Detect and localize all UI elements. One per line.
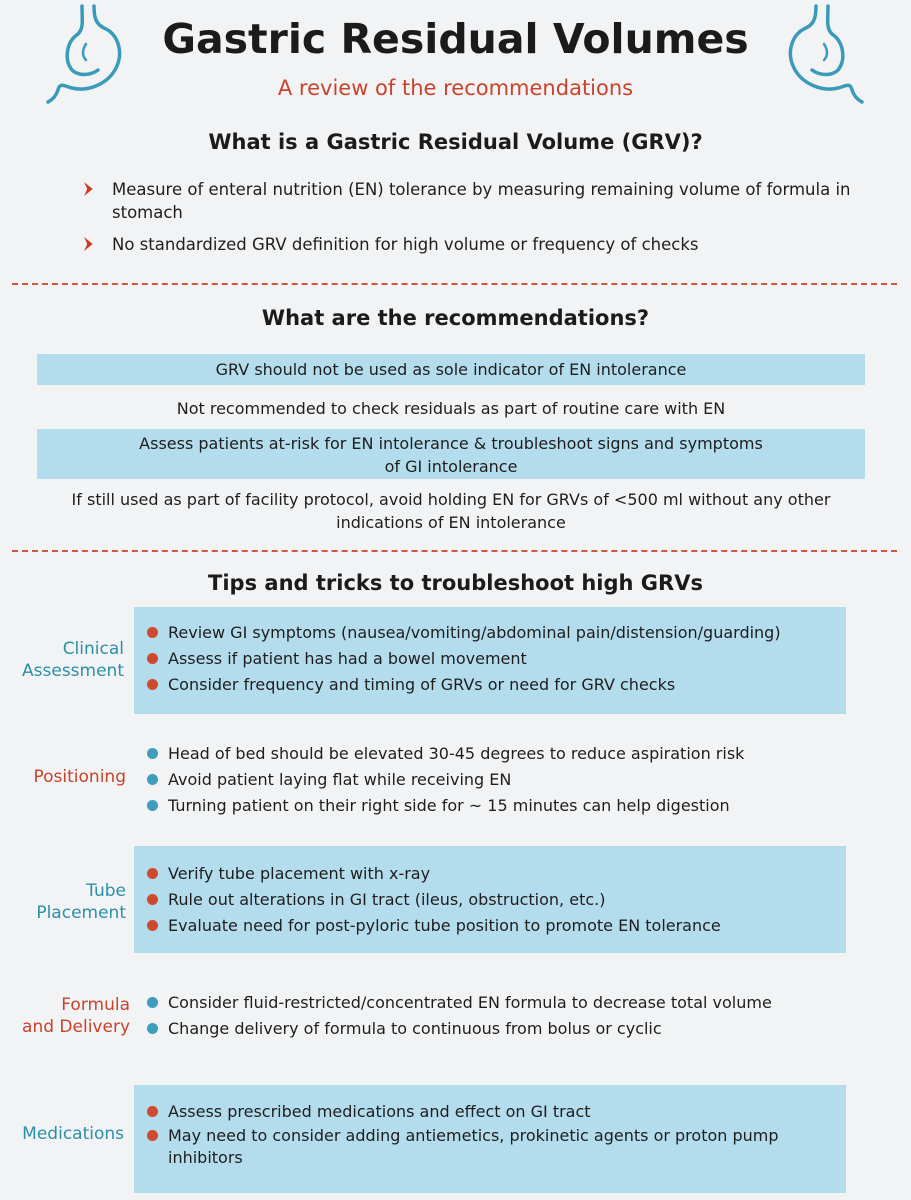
tip-item: Head of bed should be elevated 30-45 degrees to reduce aspiration risk: [147, 743, 744, 765]
tip-item: Consider frequency and timing of GRVs or need for GRV checks: [147, 674, 675, 696]
what-is-bullet: [80, 233, 860, 256]
bullet-dot-icon: [147, 627, 158, 638]
recommendation-item: Assess patients at-risk for EN intolerance & troubleshoot signs and symptoms of GI intolerance: [37, 429, 865, 479]
tip-item: Avoid patient laying flat while receiving EN: [147, 769, 511, 791]
what-is-bullet-text: No standardized GRV definition for high volume or frequency of checks: [112, 235, 699, 254]
tips-heading: Tips and tricks to troubleshoot high GRVs: [208, 571, 703, 595]
what-is-heading: What is a Gastric Residual Volume (GRV)?: [208, 130, 703, 154]
tip-group-label: Formula and Delivery: [22, 995, 130, 1037]
tip-group-label: Clinical Assessment: [22, 639, 124, 681]
bullet-dot-icon: [147, 1023, 158, 1034]
tip-item: Turning patient on their right side for ~ 15 minutes can help digestion: [147, 795, 730, 817]
tip-item: May need to consider adding antiemetics, prokinetic agents or proton pump inhibitors: [147, 1125, 788, 1169]
recommendation-item: Not recommended to check residuals as part of routine care with EN: [176, 399, 726, 418]
bullet-dot-icon: [147, 800, 158, 811]
tip-item: Rule out alterations in GI tract (ileus, obstruction, etc.): [147, 889, 605, 911]
tip-group-label: Tube Placement: [36, 881, 126, 923]
page-title: Gastric Residual Volumes: [162, 15, 749, 63]
what-is-bullet: [80, 178, 860, 224]
bullet-dot-icon: [147, 653, 158, 664]
bullet-dot-icon: [147, 868, 158, 879]
section-divider: [12, 283, 897, 285]
bullet-dot-icon: [147, 894, 158, 905]
tip-item: Consider fluid-restricted/concentrated EN formula to decrease total volume: [147, 992, 772, 1014]
recommendation-item: GRV should not be used as sole indicator of EN intolerance: [37, 354, 865, 385]
chevron-right-icon: [80, 178, 96, 196]
tip-group-label: Positioning: [33, 767, 126, 787]
recommendation-item: If still used as part of facility protocol, avoid holding EN for GRVs of <500 ml without any other indications of EN intolerance: [71, 490, 831, 532]
recommendations-heading: What are the recommendations?: [261, 306, 650, 330]
section-divider: [12, 550, 897, 552]
bullet-dot-icon: [147, 1106, 158, 1117]
page-subtitle: A review of the recommendations: [277, 76, 634, 100]
tip-item: Assess if patient has had a bowel movement: [147, 648, 527, 670]
bullet-dot-icon: [147, 997, 158, 1008]
tip-item: Assess prescribed medications and effect on GI tract: [147, 1101, 591, 1123]
tip-item: Evaluate need for post-pyloric tube position to promote EN tolerance: [147, 915, 721, 937]
chevron-right-icon: [80, 233, 96, 251]
bullet-dot-icon: [147, 774, 158, 785]
bullet-dot-icon: [147, 920, 158, 931]
tip-item: Verify tube placement with x-ray: [147, 863, 430, 885]
what-is-bullet-text: Measure of enteral nutrition (EN) tolerance by measuring remaining volume of formula in stomach: [112, 180, 851, 222]
bullet-dot-icon: [147, 1130, 158, 1141]
bullet-dot-icon: [147, 748, 158, 759]
tip-item: Change delivery of formula to continuous from bolus or cyclic: [147, 1018, 662, 1040]
tip-group-label: Medications: [22, 1124, 124, 1144]
tip-item: Review GI symptoms (nausea/vomiting/abdominal pain/distension/guarding): [147, 622, 781, 644]
bullet-dot-icon: [147, 679, 158, 690]
